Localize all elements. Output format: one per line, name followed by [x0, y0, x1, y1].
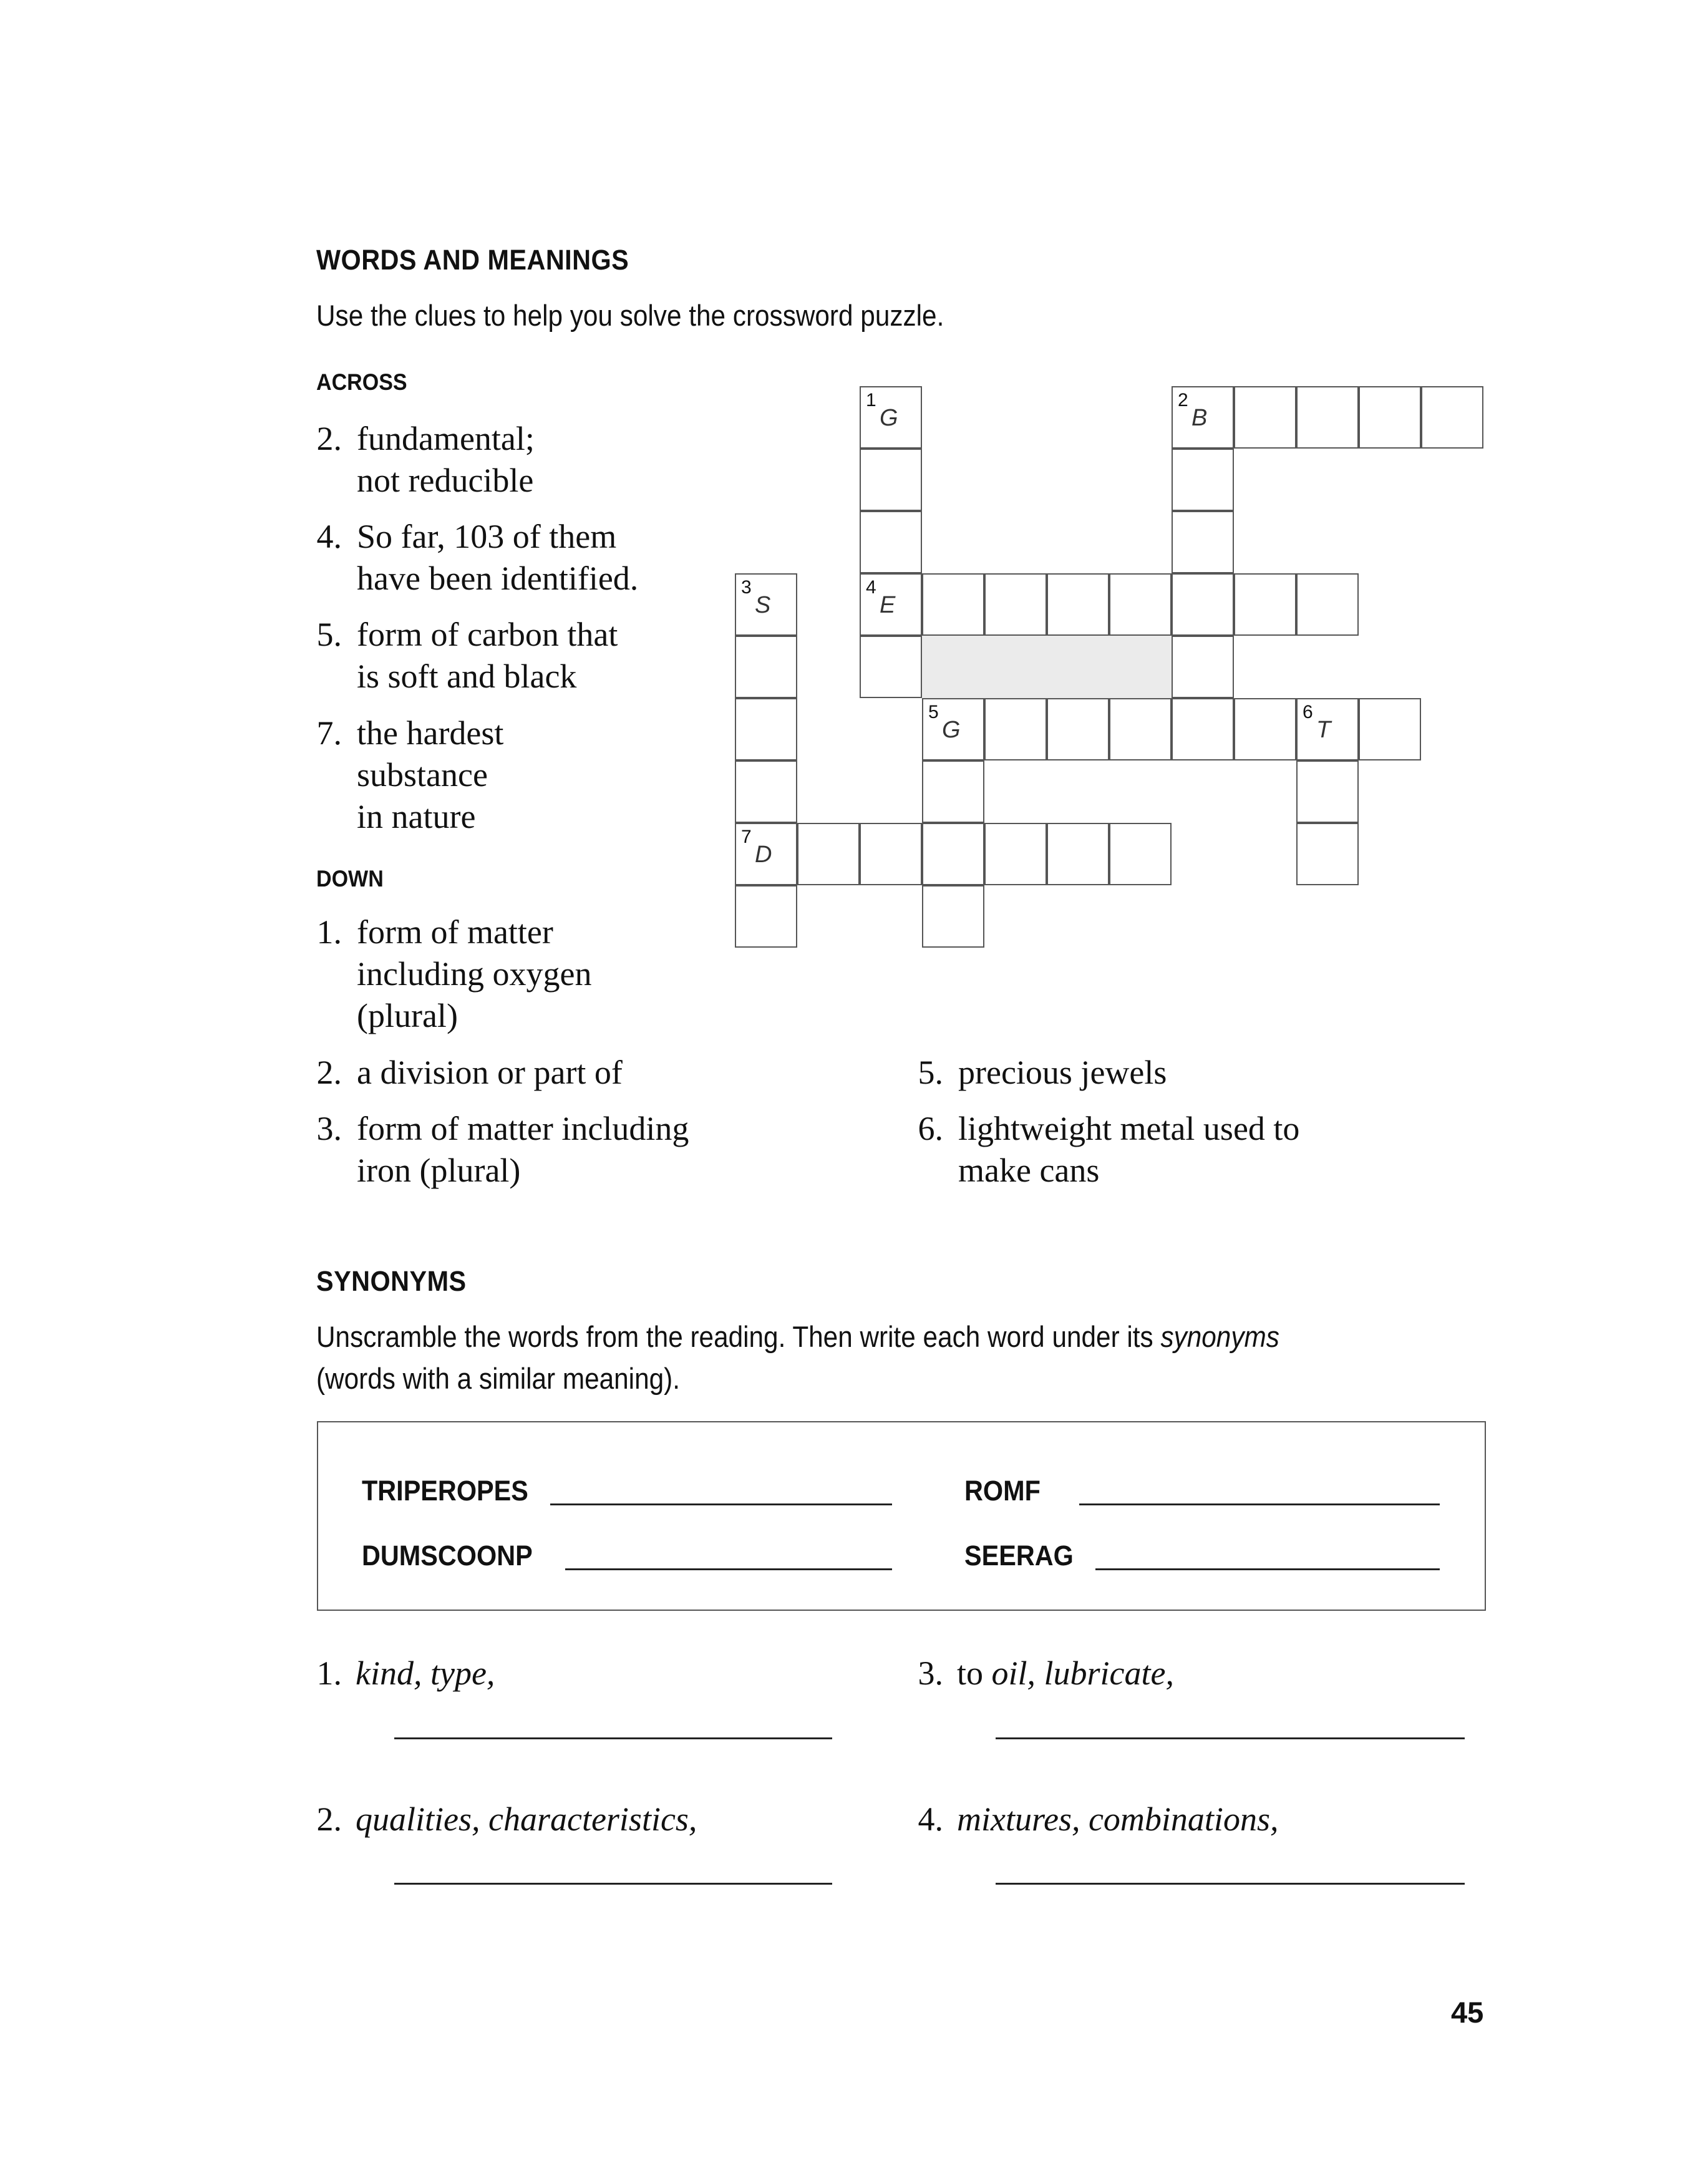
crossword-cell[interactable]	[735, 636, 797, 698]
crossword-cell[interactable]	[1296, 823, 1359, 885]
crossword-cell[interactable]	[922, 698, 984, 760]
clue-number: 2.	[316, 1054, 342, 1091]
clue-text: So far, 103 of them	[357, 518, 617, 555]
crossword-cell[interactable]	[1109, 823, 1172, 885]
crossword-cell[interactable]	[922, 823, 984, 885]
crossword-cell[interactable]	[860, 511, 922, 573]
crossword-cell[interactable]	[984, 823, 1047, 885]
crossword-cell[interactable]	[1047, 573, 1109, 636]
synonym-item-2	[306, 1800, 697, 1838]
item-number: 2.	[316, 1800, 342, 1838]
answer-line[interactable]	[394, 1737, 832, 1739]
crossword-cell[interactable]	[1296, 386, 1359, 449]
clue-text: including oxygen	[357, 955, 592, 993]
crossword-cell[interactable]	[1359, 386, 1421, 449]
clue-text: is soft and black	[357, 658, 577, 695]
clue-text: a division or part of	[357, 1054, 623, 1091]
crossword-cell[interactable]	[984, 573, 1047, 636]
shaded-cell	[1047, 636, 1109, 698]
scrambled-word: ROMF	[964, 1475, 1041, 1507]
synonyms-instruction-line2: (words with a similar meaning).	[316, 1362, 680, 1395]
clue-text: not reducible	[357, 462, 534, 499]
item-number: 3.	[918, 1654, 943, 1692]
crossword-cell[interactable]	[860, 636, 922, 698]
crossword-cell[interactable]	[922, 885, 984, 948]
crossword-cell[interactable]	[1172, 698, 1234, 760]
crossword-cell[interactable]	[1109, 573, 1172, 636]
shaded-cell	[1109, 636, 1172, 698]
clue-text: iron (plural)	[357, 1152, 521, 1189]
crossword-cell[interactable]	[1296, 760, 1359, 823]
clue-text: form of matter including	[357, 1110, 689, 1147]
crossword-instruction: Use the clues to help you solve the crossword puzzle.	[316, 299, 944, 332]
clue-number: 1.	[316, 913, 342, 951]
crossword-cell[interactable]	[797, 823, 860, 885]
crossword-cell[interactable]	[1296, 698, 1359, 760]
clue-text: form of carbon that	[357, 616, 618, 653]
crossword-cell[interactable]	[1109, 698, 1172, 760]
answer-line[interactable]	[996, 1737, 1465, 1739]
clue-text: fundamental;	[357, 420, 535, 457]
scrambled-word: TRIPEROPES	[362, 1475, 528, 1507]
crossword-cell[interactable]	[1234, 386, 1296, 449]
clue-text: form of matter	[357, 913, 553, 951]
crossword-cell[interactable]	[1047, 698, 1109, 760]
item-synonyms: mixtures, combinations,	[957, 1800, 1279, 1838]
word-bank-box	[317, 1421, 1486, 1611]
section-title-words-meanings: WORDS AND MEANINGS	[316, 244, 629, 276]
cell-number: 4	[866, 577, 876, 598]
cell-number: 7	[741, 827, 752, 847]
across-label: ACROSS	[316, 369, 407, 395]
answer-line[interactable]	[550, 1503, 892, 1505]
item-number: 4.	[918, 1800, 943, 1838]
crossword-cell[interactable]	[1172, 386, 1234, 449]
crossword-cell[interactable]	[1172, 449, 1234, 511]
clue-number: 5.	[918, 1054, 943, 1091]
scrambled-word: DUMSCOONP	[362, 1540, 533, 1571]
crossword-cell[interactable]	[860, 573, 922, 636]
answer-line[interactable]	[565, 1568, 892, 1570]
crossword-cell[interactable]	[922, 760, 984, 823]
answer-line[interactable]	[996, 1883, 1465, 1885]
answer-line[interactable]	[394, 1883, 832, 1885]
cell-number: 5	[928, 702, 939, 722]
item-synonyms: qualities, characteristics,	[356, 1800, 697, 1838]
clue-number: 4.	[316, 518, 342, 555]
crossword-cell[interactable]	[860, 386, 922, 449]
clue-number: 5.	[316, 616, 342, 653]
cell-letter: S	[755, 592, 771, 618]
answer-line[interactable]	[1079, 1503, 1440, 1505]
clue-text: lightweight metal used to	[958, 1110, 1300, 1147]
page-number: 45	[1451, 1996, 1484, 2029]
item-number: 1.	[316, 1654, 342, 1692]
crossword-cell[interactable]	[735, 885, 797, 948]
answer-line[interactable]	[1095, 1568, 1440, 1570]
cell-letter: B	[1191, 405, 1208, 431]
synonym-item-3	[907, 1654, 1174, 1693]
crossword-cell[interactable]	[1172, 511, 1234, 573]
crossword-cell[interactable]	[1047, 823, 1109, 885]
clue-text: have been identified.	[357, 560, 639, 597]
crossword-cell[interactable]	[1296, 573, 1359, 636]
cell-letter: E	[880, 592, 896, 618]
down-label: DOWN	[316, 866, 384, 891]
crossword-cell[interactable]	[735, 698, 797, 760]
crossword-cell[interactable]	[1172, 636, 1234, 698]
clue-number: 6.	[918, 1110, 943, 1147]
crossword-cell[interactable]	[735, 573, 797, 636]
clue-text: make cans	[958, 1152, 1100, 1189]
clue-text: precious jewels	[958, 1054, 1167, 1091]
clue-text: the hardest	[357, 714, 504, 752]
instruction-text: Unscramble the words from the reading. Then write each word under its	[316, 1320, 1161, 1353]
clue-text: (plural)	[357, 997, 458, 1034]
cell-number: 6	[1303, 702, 1313, 722]
crossword-cell[interactable]	[860, 449, 922, 511]
clue-number: 2.	[316, 420, 342, 457]
clue-text: substance	[357, 756, 488, 794]
cell-number: 2	[1178, 390, 1188, 410]
instruction-emphasis: synonyms	[1160, 1320, 1279, 1353]
crossword-cell[interactable]	[735, 823, 797, 885]
clue-number: 3.	[316, 1110, 342, 1147]
clue-text: in nature	[357, 798, 476, 835]
crossword-cell[interactable]	[1359, 698, 1421, 760]
crossword-cell[interactable]	[1234, 698, 1296, 760]
crossword-cell[interactable]	[1172, 573, 1234, 636]
synonym-item-1	[306, 1654, 495, 1693]
scrambled-word: SEERAG	[964, 1540, 1074, 1571]
clue-number: 7.	[316, 714, 342, 752]
crossword-cell[interactable]	[735, 760, 797, 823]
crossword-cell[interactable]	[922, 573, 984, 636]
cell-number: 3	[741, 577, 752, 598]
item-synonyms: kind, type,	[356, 1654, 495, 1692]
crossword-cell[interactable]	[1234, 573, 1296, 636]
section-title-synonyms: SYNONYMS	[316, 1265, 467, 1297]
crossword-cell[interactable]	[984, 698, 1047, 760]
item-synonyms: oil, lubricate,	[991, 1654, 1174, 1692]
crossword-cell[interactable]	[1421, 386, 1483, 449]
shaded-cell	[922, 636, 984, 698]
cell-letter: G	[942, 717, 961, 743]
shaded-cell	[984, 636, 1047, 698]
item-text: to	[957, 1654, 992, 1692]
cell-letter: T	[1316, 717, 1331, 743]
crossword-cell[interactable]	[860, 823, 922, 885]
cell-letter: G	[880, 405, 898, 431]
synonym-item-4	[907, 1800, 1278, 1838]
synonyms-instruction	[316, 1319, 1279, 1354]
cell-letter: D	[755, 842, 772, 868]
cell-number: 1	[866, 390, 876, 410]
